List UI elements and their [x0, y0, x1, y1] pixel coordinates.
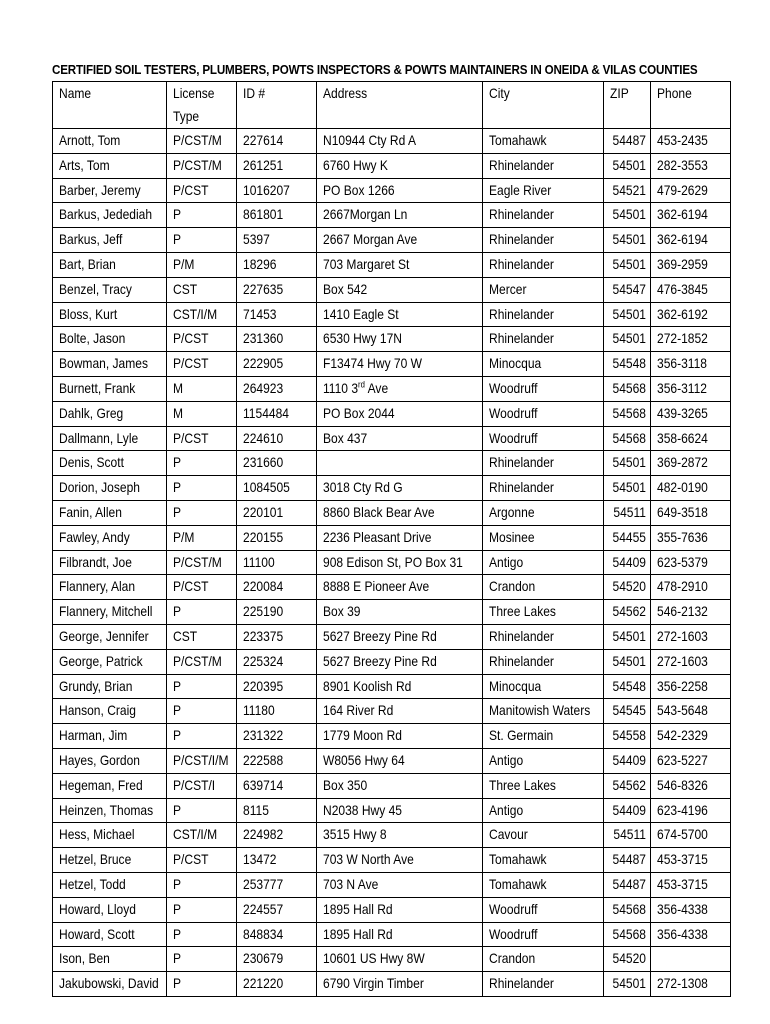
cell-phone: 362-6192 [651, 302, 731, 327]
cell-zip: 54548 [604, 674, 651, 699]
cell-city: Rhinelander [483, 302, 604, 327]
cell-address: 1110 3rd Ave [317, 376, 483, 401]
cell-zip: 54487 [604, 129, 651, 154]
cell-name: Dallmann, Lyle [53, 426, 167, 451]
cell-id: 253777 [237, 872, 317, 897]
cell-name: Ison, Ben [53, 947, 167, 972]
cell-license-type: P/CST/M [167, 550, 237, 575]
cell-license-type: P/M [167, 252, 237, 277]
cell-zip: 54548 [604, 352, 651, 377]
document-title: CERTIFIED SOIL TESTERS, PLUMBERS, POWTS INSPECTORS & POWTS MAINTAINERS IN ONEIDA & VILAS COUNTIES [52, 63, 698, 77]
table-row [53, 798, 731, 823]
cell-zip: 54568 [604, 426, 651, 451]
cell-phone: 476-3845 [651, 277, 731, 302]
cell-license-type: M [167, 376, 237, 401]
cell-phone: 546-8326 [651, 773, 731, 798]
table-row [53, 848, 731, 873]
cell-name: Howard, Scott [53, 922, 167, 947]
cell-id: 13472 [237, 848, 317, 873]
cell-name: Hanson, Craig [53, 699, 167, 724]
cell-phone: 362-6194 [651, 228, 731, 253]
cell-license-type: P/M [167, 525, 237, 550]
cell-id: 220395 [237, 674, 317, 699]
table-row [53, 401, 731, 426]
cell-phone: 674-5700 [651, 823, 731, 848]
cell-address: 8901 Koolish Rd [317, 674, 483, 699]
cell-id: 220101 [237, 500, 317, 525]
cell-address: Box 437 [317, 426, 483, 451]
cell-id: 1084505 [237, 476, 317, 501]
cell-city: Minocqua [483, 352, 604, 377]
cell-city: Rhinelander [483, 972, 604, 997]
header-address: Address [317, 82, 483, 129]
cell-city: Manitowish Waters [483, 699, 604, 724]
cell-license-type: P [167, 476, 237, 501]
cell-city: Tomahawk [483, 848, 604, 873]
cell-zip: 54520 [604, 947, 651, 972]
cell-address: 1410 Eagle St [317, 302, 483, 327]
cell-zip: 54501 [604, 327, 651, 352]
cell-license-type: P [167, 228, 237, 253]
cell-address: 2667Morgan Ln [317, 203, 483, 228]
cell-address: 703 W North Ave [317, 848, 483, 873]
cell-name: Bolte, Jason [53, 327, 167, 352]
cell-city: Antigo [483, 748, 604, 773]
cell-name: Fanin, Allen [53, 500, 167, 525]
cell-address: 8888 E Pioneer Ave [317, 575, 483, 600]
cell-id: 231360 [237, 327, 317, 352]
cell-license-type: P [167, 674, 237, 699]
cell-id: 11100 [237, 550, 317, 575]
cell-name: Filbrandt, Joe [53, 550, 167, 575]
cell-zip: 54568 [604, 401, 651, 426]
cell-zip: 54409 [604, 550, 651, 575]
cell-license-type: P/CST [167, 426, 237, 451]
cell-zip: 54562 [604, 773, 651, 798]
cell-phone: 546-2132 [651, 600, 731, 625]
cell-id: 261251 [237, 153, 317, 178]
cell-name: Heinzen, Thomas [53, 798, 167, 823]
cell-phone: 542-2329 [651, 724, 731, 749]
cell-phone: 482-0190 [651, 476, 731, 501]
table-row [53, 550, 731, 575]
cell-id: 225324 [237, 649, 317, 674]
cell-name: Arts, Tom [53, 153, 167, 178]
cell-city: Eagle River [483, 178, 604, 203]
table-row [53, 426, 731, 451]
cell-id: 227635 [237, 277, 317, 302]
cell-phone: 369-2872 [651, 451, 731, 476]
cell-name: Grundy, Brian [53, 674, 167, 699]
cell-zip: 54520 [604, 575, 651, 600]
cell-city: Rhinelander [483, 153, 604, 178]
cell-phone: 355-7636 [651, 525, 731, 550]
cell-city: Mercer [483, 277, 604, 302]
table-row [53, 203, 731, 228]
cell-name: George, Patrick [53, 649, 167, 674]
cell-address: Box 39 [317, 600, 483, 625]
cell-id: 222588 [237, 748, 317, 773]
cell-name: Bloss, Kurt [53, 302, 167, 327]
cell-phone: 362-6194 [651, 203, 731, 228]
cell-name: Hetzel, Todd [53, 872, 167, 897]
table-row [53, 947, 731, 972]
cell-name: Denis, Scott [53, 451, 167, 476]
cell-name: Hess, Michael [53, 823, 167, 848]
cell-zip: 54487 [604, 848, 651, 873]
cell-zip: 54455 [604, 525, 651, 550]
cell-name: Dorion, Joseph [53, 476, 167, 501]
cell-id: 224557 [237, 897, 317, 922]
cell-license-type: P [167, 798, 237, 823]
cell-phone: 358-6624 [651, 426, 731, 451]
cell-zip: 54562 [604, 600, 651, 625]
table-row [53, 451, 731, 476]
cell-id: 71453 [237, 302, 317, 327]
cell-zip: 54409 [604, 748, 651, 773]
cell-id: 220155 [237, 525, 317, 550]
cell-address: 3515 Hwy 8 [317, 823, 483, 848]
cell-name: George, Jennifer [53, 624, 167, 649]
cell-zip: 54501 [604, 649, 651, 674]
cell-license-type: P/CST [167, 575, 237, 600]
cell-address: F13474 Hwy 70 W [317, 352, 483, 377]
cell-phone: 272-1603 [651, 624, 731, 649]
cell-license-type: P/CST/M [167, 129, 237, 154]
table-row [53, 897, 731, 922]
cell-license-type: M [167, 401, 237, 426]
cell-phone: 649-3518 [651, 500, 731, 525]
cell-city: Rhinelander [483, 203, 604, 228]
cell-zip: 54511 [604, 500, 651, 525]
cell-address: 2236 Pleasant Drive [317, 525, 483, 550]
cell-name: Barkus, Jeff [53, 228, 167, 253]
table-row [53, 773, 731, 798]
cell-phone: 453-3715 [651, 848, 731, 873]
cell-phone: 453-3715 [651, 872, 731, 897]
table-header-row [53, 82, 731, 129]
cell-license-type: CST [167, 277, 237, 302]
cell-id: 5397 [237, 228, 317, 253]
cell-zip: 54558 [604, 724, 651, 749]
cell-license-type: P [167, 872, 237, 897]
cell-zip: 54511 [604, 823, 651, 848]
cell-city: St. Germain [483, 724, 604, 749]
cell-id: 231660 [237, 451, 317, 476]
cell-phone: 623-4196 [651, 798, 731, 823]
cell-license-type: P [167, 451, 237, 476]
table-row [53, 252, 731, 277]
table-row [53, 178, 731, 203]
cell-address: PO Box 1266 [317, 178, 483, 203]
table-body [53, 129, 731, 997]
cell-address: 2667 Morgan Ave [317, 228, 483, 253]
cell-license-type: P/CST [167, 848, 237, 873]
cell-license-type: P/CST [167, 327, 237, 352]
cell-phone [651, 947, 731, 972]
cell-zip: 54521 [604, 178, 651, 203]
cell-id: 223375 [237, 624, 317, 649]
cell-address: W8056 Hwy 64 [317, 748, 483, 773]
header-license-type: License Type [167, 82, 237, 129]
cell-phone: 356-4338 [651, 922, 731, 947]
cell-license-type: P [167, 947, 237, 972]
cell-address: 6790 Virgin Timber [317, 972, 483, 997]
cell-zip: 54501 [604, 252, 651, 277]
cell-address: 10601 US Hwy 8W [317, 947, 483, 972]
cell-name: Dahlk, Greg [53, 401, 167, 426]
cell-id: 227614 [237, 129, 317, 154]
header-id: ID # [237, 82, 317, 129]
header-name: Name [53, 82, 167, 129]
table-row [53, 129, 731, 154]
table-row [53, 872, 731, 897]
cell-city: Rhinelander [483, 451, 604, 476]
cell-id: 1016207 [237, 178, 317, 203]
cell-zip: 54547 [604, 277, 651, 302]
cell-city: Crandon [483, 575, 604, 600]
table-row [53, 972, 731, 997]
cell-phone: 356-3118 [651, 352, 731, 377]
cell-license-type: P [167, 500, 237, 525]
cell-city: Rhinelander [483, 649, 604, 674]
table-row [53, 277, 731, 302]
cell-phone: 272-1852 [651, 327, 731, 352]
cell-id: 224982 [237, 823, 317, 848]
cell-address: 5627 Breezy Pine Rd [317, 649, 483, 674]
cell-city: Tomahawk [483, 872, 604, 897]
cell-id: 230679 [237, 947, 317, 972]
table-row [53, 624, 731, 649]
cell-license-type: P [167, 922, 237, 947]
table-row [53, 724, 731, 749]
cell-name: Burnett, Frank [53, 376, 167, 401]
cell-city: Crandon [483, 947, 604, 972]
cell-phone: 356-4338 [651, 897, 731, 922]
cell-name: Harman, Jim [53, 724, 167, 749]
cell-id: 639714 [237, 773, 317, 798]
cell-name: Hayes, Gordon [53, 748, 167, 773]
cell-city: Rhinelander [483, 228, 604, 253]
table-row [53, 376, 731, 401]
cell-address: 703 Margaret St [317, 252, 483, 277]
cell-license-type: CST [167, 624, 237, 649]
cell-id: 224610 [237, 426, 317, 451]
cell-license-type: P [167, 724, 237, 749]
cell-phone: 623-5379 [651, 550, 731, 575]
cell-city: Woodruff [483, 426, 604, 451]
cell-id: 11180 [237, 699, 317, 724]
cell-address [317, 451, 483, 476]
cell-name: Arnott, Tom [53, 129, 167, 154]
cell-zip: 54501 [604, 153, 651, 178]
cell-phone: 479-2629 [651, 178, 731, 203]
cell-zip: 54501 [604, 228, 651, 253]
cell-phone: 272-1308 [651, 972, 731, 997]
cell-address: 3018 Cty Rd G [317, 476, 483, 501]
cell-name: Flannery, Alan [53, 575, 167, 600]
cell-phone: 543-5648 [651, 699, 731, 724]
cell-zip: 54545 [604, 699, 651, 724]
table-row [53, 748, 731, 773]
cell-name: Barkus, Jedediah [53, 203, 167, 228]
cell-name: Howard, Lloyd [53, 897, 167, 922]
cell-zip: 54568 [604, 376, 651, 401]
cell-zip: 54501 [604, 476, 651, 501]
cell-city: Woodruff [483, 401, 604, 426]
cell-zip: 54501 [604, 203, 651, 228]
cell-city: Antigo [483, 550, 604, 575]
cell-id: 220084 [237, 575, 317, 600]
cell-address: 8860 Black Bear Ave [317, 500, 483, 525]
cell-license-type: CST/I/M [167, 823, 237, 848]
cell-zip: 54501 [604, 624, 651, 649]
cell-name: Hegeman, Fred [53, 773, 167, 798]
cell-zip: 54568 [604, 897, 651, 922]
table-row [53, 823, 731, 848]
cell-address: Box 350 [317, 773, 483, 798]
cell-address: Box 542 [317, 277, 483, 302]
cell-zip: 54409 [604, 798, 651, 823]
cell-id: 848834 [237, 922, 317, 947]
table-row [53, 476, 731, 501]
cell-id: 221220 [237, 972, 317, 997]
header-city: City [483, 82, 604, 129]
table-row [53, 922, 731, 947]
cell-name: Benzel, Tracy [53, 277, 167, 302]
table-row [53, 153, 731, 178]
cell-city: Minocqua [483, 674, 604, 699]
cell-zip: 54501 [604, 302, 651, 327]
cell-address: PO Box 2044 [317, 401, 483, 426]
cell-license-type: P [167, 203, 237, 228]
cell-zip: 54487 [604, 872, 651, 897]
cell-license-type: P/CST [167, 178, 237, 203]
cell-phone: 369-2959 [651, 252, 731, 277]
cell-address: 703 N Ave [317, 872, 483, 897]
cell-name: Hetzel, Bruce [53, 848, 167, 873]
table-row [53, 674, 731, 699]
cell-license-type: P [167, 699, 237, 724]
cell-phone: 356-3112 [651, 376, 731, 401]
cell-address: 5627 Breezy Pine Rd [317, 624, 483, 649]
cell-city: Cavour [483, 823, 604, 848]
cell-id: 1154484 [237, 401, 317, 426]
cell-id: 222905 [237, 352, 317, 377]
cell-city: Antigo [483, 798, 604, 823]
cell-address: 1895 Hall Rd [317, 922, 483, 947]
cell-name: Fawley, Andy [53, 525, 167, 550]
cell-id: 231322 [237, 724, 317, 749]
cell-id: 18296 [237, 252, 317, 277]
cell-license-type: P [167, 972, 237, 997]
table-row [53, 327, 731, 352]
cell-city: Woodruff [483, 922, 604, 947]
cell-name: Barber, Jeremy [53, 178, 167, 203]
cell-license-type: P/CST/M [167, 649, 237, 674]
cell-phone: 623-5227 [651, 748, 731, 773]
cell-zip: 54568 [604, 922, 651, 947]
cell-name: Flannery, Mitchell [53, 600, 167, 625]
header-zip: ZIP [604, 82, 651, 129]
cell-phone: 272-1603 [651, 649, 731, 674]
cell-city: Rhinelander [483, 327, 604, 352]
cell-name: Bowman, James [53, 352, 167, 377]
cell-city: Woodruff [483, 897, 604, 922]
cell-phone: 439-3265 [651, 401, 731, 426]
cell-city: Three Lakes [483, 773, 604, 798]
cell-address: 908 Edison St, PO Box 31 [317, 550, 483, 575]
cell-city: Mosinee [483, 525, 604, 550]
table-row [53, 600, 731, 625]
cell-id: 8115 [237, 798, 317, 823]
cell-zip: 54501 [604, 972, 651, 997]
cell-city: Argonne [483, 500, 604, 525]
table-row [53, 575, 731, 600]
table-row [53, 500, 731, 525]
cell-phone: 282-3553 [651, 153, 731, 178]
cell-city: Rhinelander [483, 476, 604, 501]
cell-license-type: P/CST/I/M [167, 748, 237, 773]
table-row [53, 352, 731, 377]
cell-license-type: CST/I/M [167, 302, 237, 327]
cell-license-type: P/CST/M [167, 153, 237, 178]
cell-address: 1779 Moon Rd [317, 724, 483, 749]
cell-city: Tomahawk [483, 129, 604, 154]
cell-address: 1895 Hall Rd [317, 897, 483, 922]
cell-address: 6530 Hwy 17N [317, 327, 483, 352]
cell-city: Woodruff [483, 376, 604, 401]
cell-license-type: P/CST [167, 352, 237, 377]
cell-city: Rhinelander [483, 252, 604, 277]
cell-name: Jakubowski, David [53, 972, 167, 997]
cell-address: 164 River Rd [317, 699, 483, 724]
cell-phone: 356-2258 [651, 674, 731, 699]
cell-id: 861801 [237, 203, 317, 228]
cell-city: Three Lakes [483, 600, 604, 625]
cell-license-type: P [167, 897, 237, 922]
cell-id: 225190 [237, 600, 317, 625]
cell-id: 264923 [237, 376, 317, 401]
table-row [53, 699, 731, 724]
cell-zip: 54501 [604, 451, 651, 476]
cell-license-type: P [167, 600, 237, 625]
header-phone: Phone [651, 82, 731, 129]
table-row [53, 525, 731, 550]
cell-address: N2038 Hwy 45 [317, 798, 483, 823]
cell-phone: 453-2435 [651, 129, 731, 154]
certified-installers-table [52, 81, 731, 997]
cell-address: 6760 Hwy K [317, 153, 483, 178]
cell-address: N10944 Cty Rd A [317, 129, 483, 154]
table-row [53, 228, 731, 253]
table-row [53, 302, 731, 327]
cell-city: Rhinelander [483, 624, 604, 649]
cell-name: Bart, Brian [53, 252, 167, 277]
cell-phone: 478-2910 [651, 575, 731, 600]
cell-license-type: P/CST/I [167, 773, 237, 798]
table-row [53, 649, 731, 674]
